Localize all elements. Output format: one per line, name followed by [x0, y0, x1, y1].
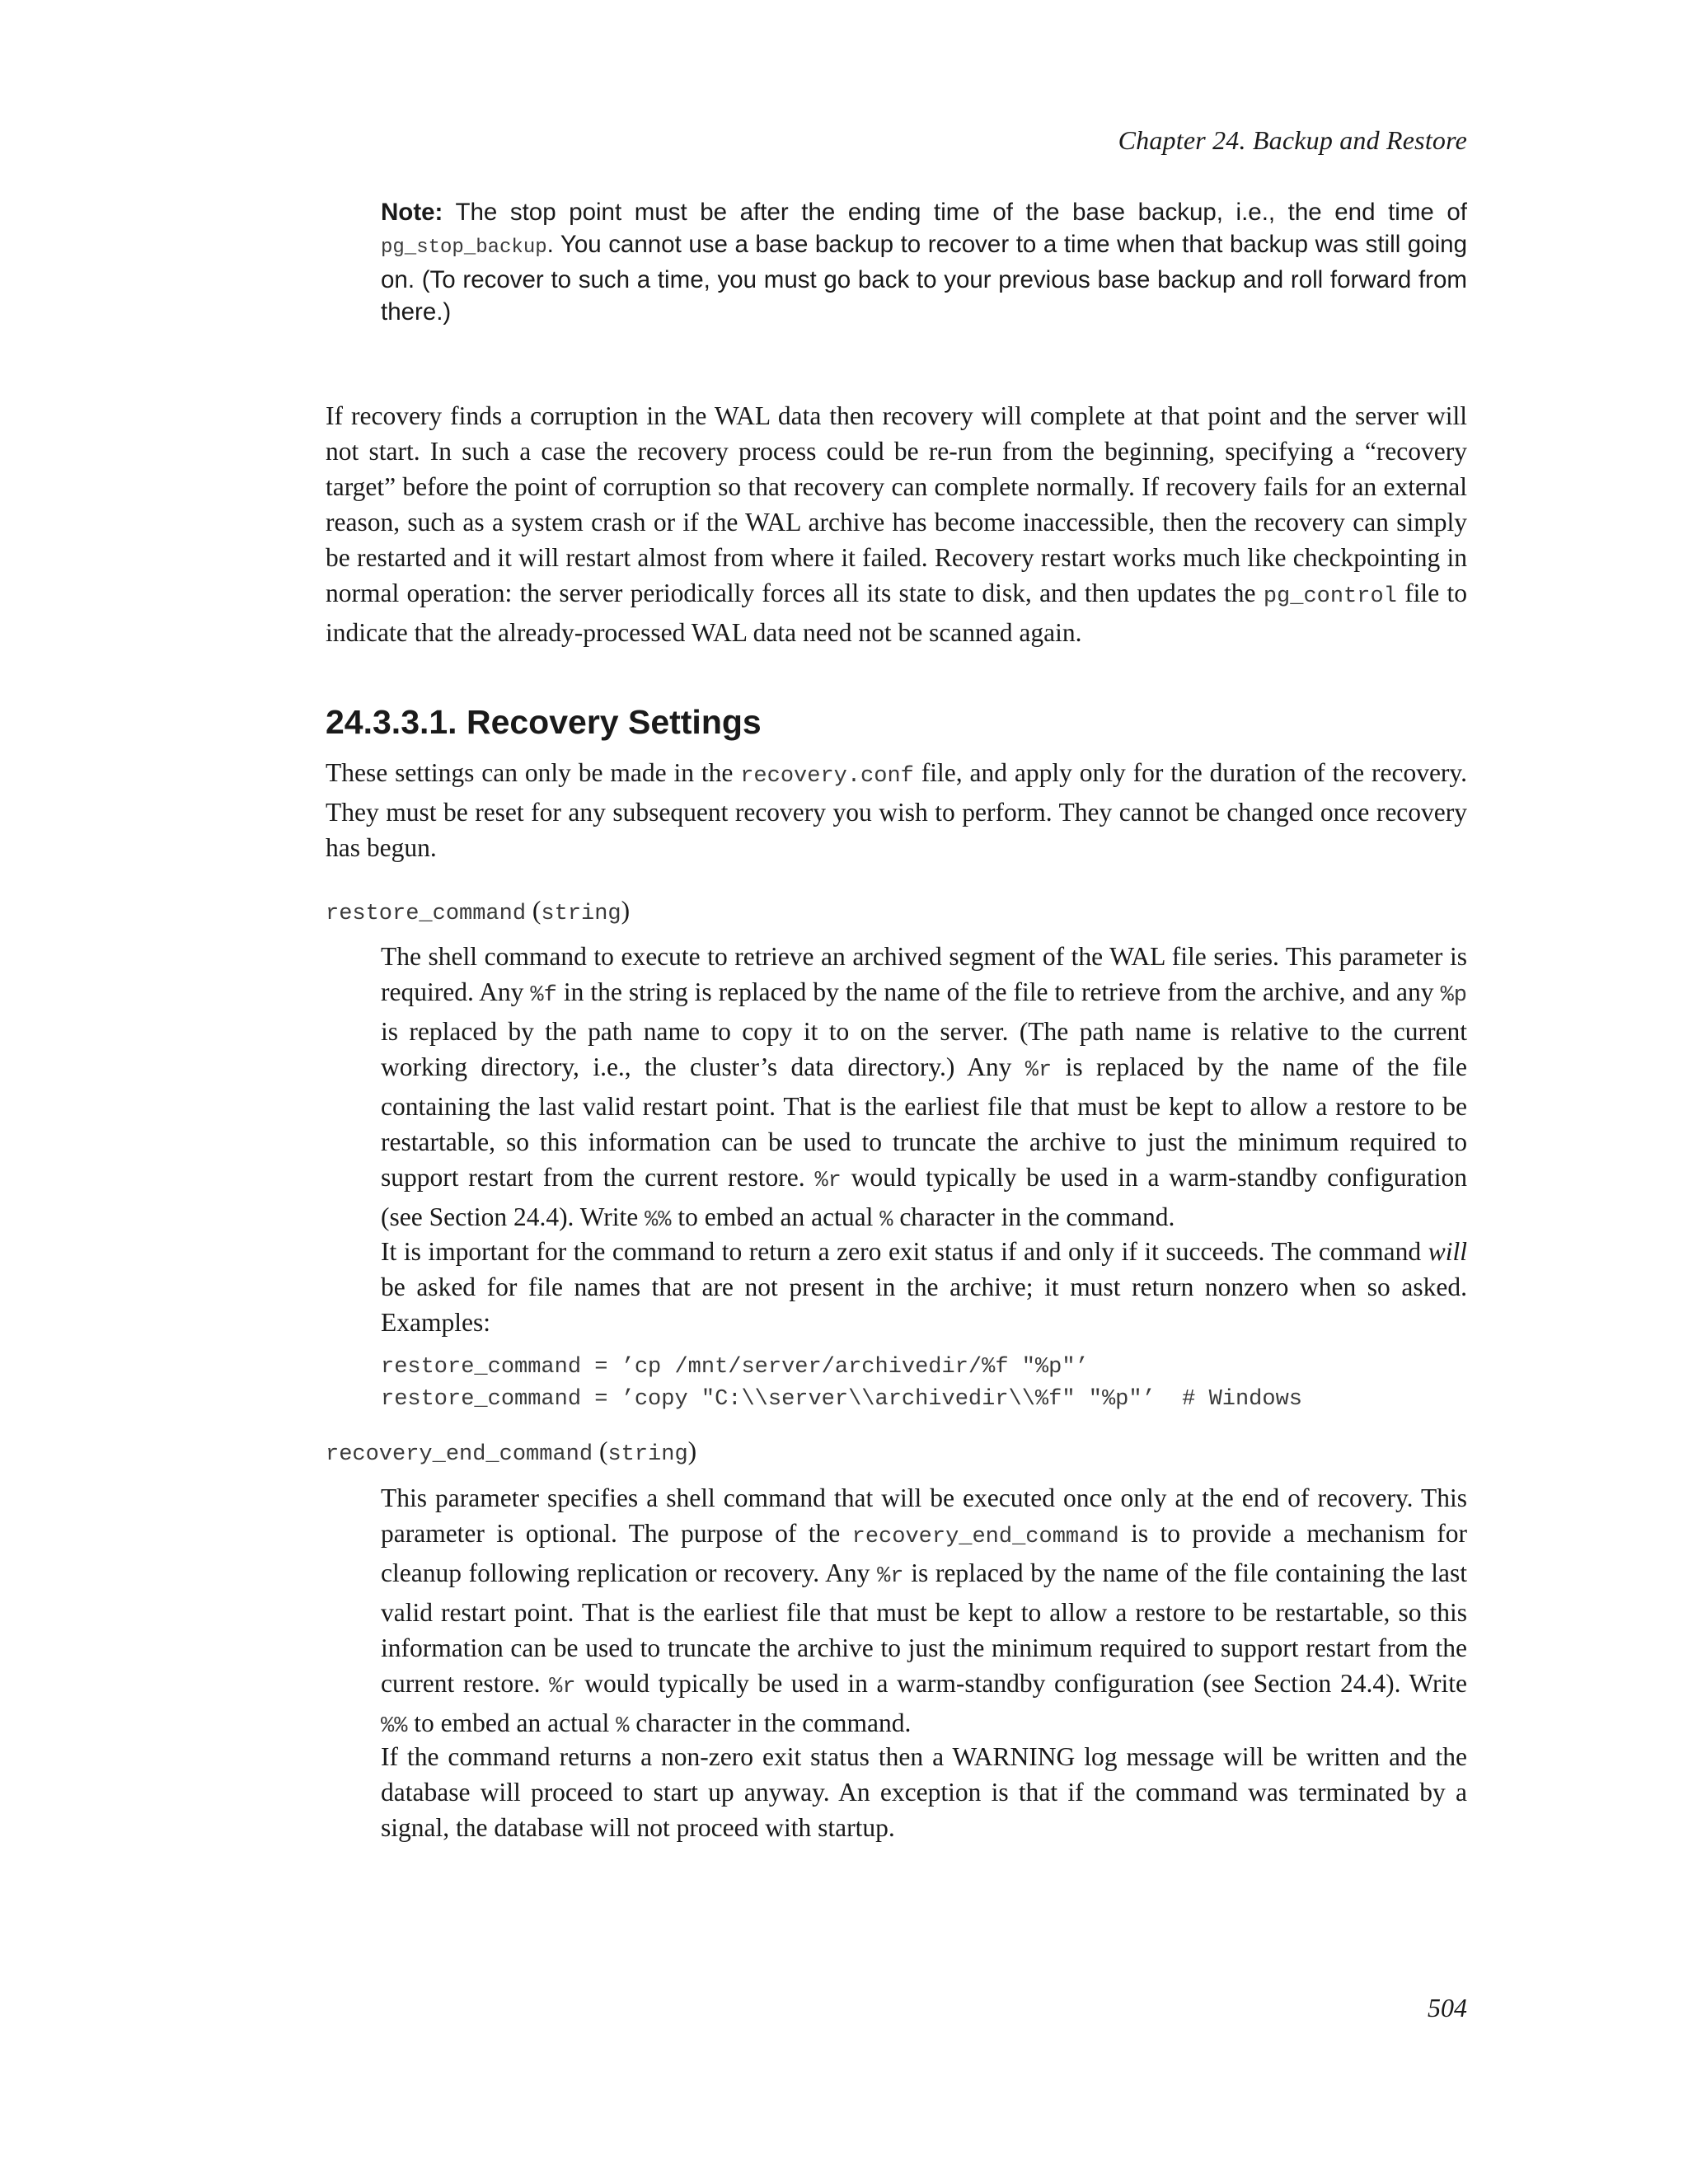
- emphasis: will: [1428, 1237, 1467, 1266]
- inline-code: pg_stop_backup: [381, 237, 547, 259]
- inline-code: recovery_end_command: [851, 1525, 1119, 1549]
- inline-code: %r: [549, 1675, 576, 1699]
- term-name: restore_command: [326, 902, 527, 926]
- inline-code: %r: [877, 1564, 904, 1589]
- inline-code: pg_control: [1263, 584, 1397, 609]
- running-head: Chapter 24. Backup and Restore: [1118, 125, 1467, 155]
- paragraph-recovery-corruption: If recovery finds a corruption in the WAL data then recovery will complete at that point and the server will not start. In such a case the recovery process could be re-run from the beginning, specifying a “recovery target” before the point of corruption so that recovery can complete normally. If recovery fails for an external reason, such as a system crash or if the WAL archive has become inaccessible, then the recovery can simply be restarted and it will restart almost from where it failed. Recovery restart works much like checkpointing in normal operation: the server periodically forces all its state to disk, and then updates the pg_control file to indicate that the already-processed WAL data need not be scanned again.: [326, 401, 1467, 647]
- page-number: 504: [1428, 1993, 1467, 2022]
- note-label: Note:: [381, 199, 443, 226]
- inline-code: %%: [645, 1208, 672, 1233]
- term-name: recovery_end_command: [326, 1442, 593, 1467]
- recovery-end-command-description: This parameter specifies a shell command that will be executed once only at the end of recovery. This parameter is optional. The purpose of the recovery_end_command is to provide a mechanism for cleanup following replication or recovery. Any %r is replaced by the name of the file containing the last valid restart point. That is the earliest file that must be kept to allow a restore to be restartable, so this information can be used to truncate the archive to just the minimum required to support restart from the current restore. %r would typically be used in a warm-standby configuration (see Section 24.4). Write %% to embed an actual % character in the command.: [381, 1483, 1468, 1739]
- note-box: [381, 196, 1467, 328]
- term-recovery-end-command: recovery_end_command (string): [326, 1436, 697, 1467]
- term-type: string: [541, 902, 621, 926]
- section-heading: 24.3.3.1. Recovery Settings: [326, 703, 762, 741]
- inline-code: %r: [814, 1169, 842, 1193]
- term-type: string: [607, 1442, 688, 1467]
- restore-command-exit-status: It is important for the command to return a zero exit status if and only if it succeeds. The command will be asked for file names that are not present in the archive; it must return nonzero when so asked. Examples:: [381, 1237, 1467, 1337]
- inline-code: %%: [381, 1714, 408, 1739]
- inline-code: recovery.conf: [740, 764, 914, 789]
- inline-code: %: [616, 1714, 630, 1739]
- note-text: Note: The stop point must be after the ending time of the base backup, i.e., the end time of pg_stop_backup. You cannot use a base backup to recover to a time when that backup was still going on. (To recover to such a time, you must go back to your previous base backup and roll forward from there.): [381, 199, 1467, 326]
- code-example-line: restore_command = ’cp /mnt/server/archivedir/%f "%p"’: [381, 1355, 1089, 1380]
- inline-code: %: [879, 1208, 893, 1233]
- code-example-block: [381, 1352, 1302, 1415]
- recovery-end-command-exit-status: If the command returns a non-zero exit status then a WARNING log message will be written and the database will proceed to start up anyway. An exception is that if the command was terminated by a signal, the database will not proceed with startup.: [381, 1742, 1467, 1842]
- paragraph-settings-intro: These settings can only be made in the recovery.conf file, and apply only for the duration of the recovery. They must be reset for any subsequent recovery you wish to perform. They cannot be changed once recovery has begun.: [326, 758, 1467, 862]
- code-example-line: restore_command = ’copy "C:\\server\\archivedir\\%f" "%p"’ # Windows: [381, 1386, 1302, 1412]
- restore-command-description: The shell command to execute to retrieve an archived segment of the WAL file series. This parameter is required. Any %f in the string is replaced by the name of the file to retrieve from the archive, and any %p is replaced by the path name to copy it to on the server. (The path name is relative to the current working directory, i.e., the cluster’s data directory.) Any %r is replaced by the name of the file containing the last valid restart point. That is the earliest file that must be kept to allow a restore to be restartable, so this information can be used to truncate the archive to just the minimum required to support restart from the current restore. %r would typically be used in a warm-standby configuration (see Section 24.4). Write %% to embed an actual % character in the command.: [381, 942, 1467, 1233]
- inline-code: %r: [1025, 1058, 1053, 1083]
- inline-code: %f: [530, 983, 557, 1008]
- term-restore-command: restore_command (string): [326, 896, 631, 926]
- inline-code: %p: [1440, 983, 1467, 1008]
